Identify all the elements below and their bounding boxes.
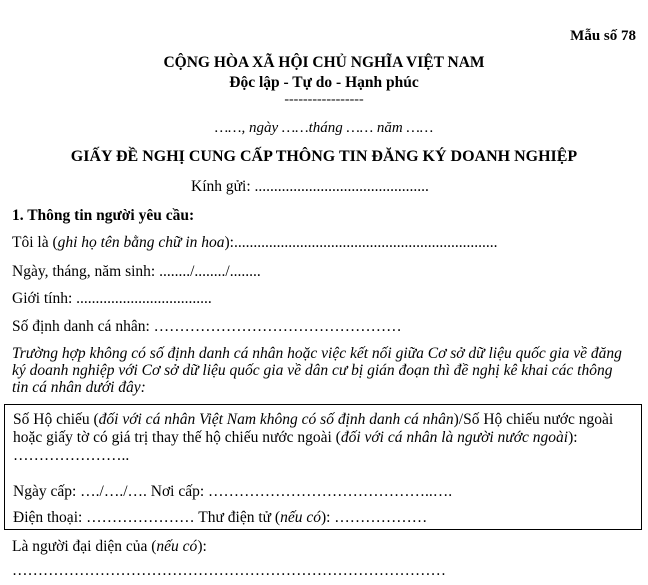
section-1-heading: 1. Thông tin người yêu cầu:: [12, 207, 195, 224]
date-line: ……, ngày ……tháng …… năm ……: [214, 120, 434, 136]
representative-optional-hint: nếu có: [156, 538, 198, 555]
representative-colon: ):: [197, 538, 207, 555]
full-name-line: [12, 234, 497, 252]
recipient-line: Kính gửi: .............................................: [191, 178, 429, 195]
email-blank: ): ………………: [320, 509, 428, 526]
representative-label: Là người đại diện của (: [12, 538, 157, 555]
passport-info-box: [4, 404, 642, 530]
full-name-blank: ):....................................................................: [224, 234, 498, 251]
representative-blank: …………………………………………………………………………: [12, 562, 446, 579]
contact-line: [13, 509, 427, 527]
gender-line: Giới tính: ...................................: [12, 290, 212, 307]
passport-text-a: Số Hộ chiếu (: [13, 411, 99, 428]
header-divider: -----------------: [284, 92, 364, 107]
motto: Độc lập - Tự do - Hạnh phúc: [229, 74, 419, 91]
country-heading: CỘNG HÒA XÃ HỘI CHỦ NGHĨA VIỆT NAM: [163, 54, 485, 71]
form-number: Mẫu số 78: [570, 28, 636, 44]
passport-text-c: )/Số Hộ chiếu nước ngoài hoặc giấy tờ có giá trị thay thế hộ chiếu nước ngoài (: [13, 411, 614, 446]
passport-hint-foreign: đối với cá nhân là người nước ngoài: [340, 429, 569, 446]
passport-paragraph: [13, 411, 633, 465]
passport-blank: ): …………………..: [13, 429, 578, 464]
full-name-prefix: Tôi là (: [12, 234, 58, 251]
document-title: GIẤY ĐỀ NGHỊ CUNG CẤP THÔNG TIN ĐĂNG KÝ DOANH NGHIỆP: [70, 148, 578, 165]
instruction-note: Trường hợp không có số định danh cá nhân hoặc việc kết nối giữa Cơ sở dữ liệu quốc gia về đăng ký doanh nghiệp với Cơ sở dữ liệu quốc gia về dân cư bị gián đoạn thì đề nghị kê khai các thông tin cá nhân dưới đây:: [12, 345, 622, 396]
phone-email-label: Điện thoại: ………………… Thư điện tử (: [13, 509, 281, 526]
issue-line: Ngày cấp: …./…./…. Nơi cấp: ……………………………………..….: [13, 483, 453, 500]
id-number-line: Số định danh cá nhân: …………………………………………: [12, 318, 402, 335]
full-name-hint: ghi họ tên bằng chữ in hoa: [57, 234, 225, 251]
passport-hint-vn: đối với cá nhân Việt Nam không có số định danh cá nhân: [98, 411, 454, 428]
representative-line: [12, 538, 207, 556]
birth-date-line: Ngày, tháng, năm sinh: ......../......../........: [12, 263, 261, 280]
email-optional-hint: nếu có: [280, 509, 321, 526]
